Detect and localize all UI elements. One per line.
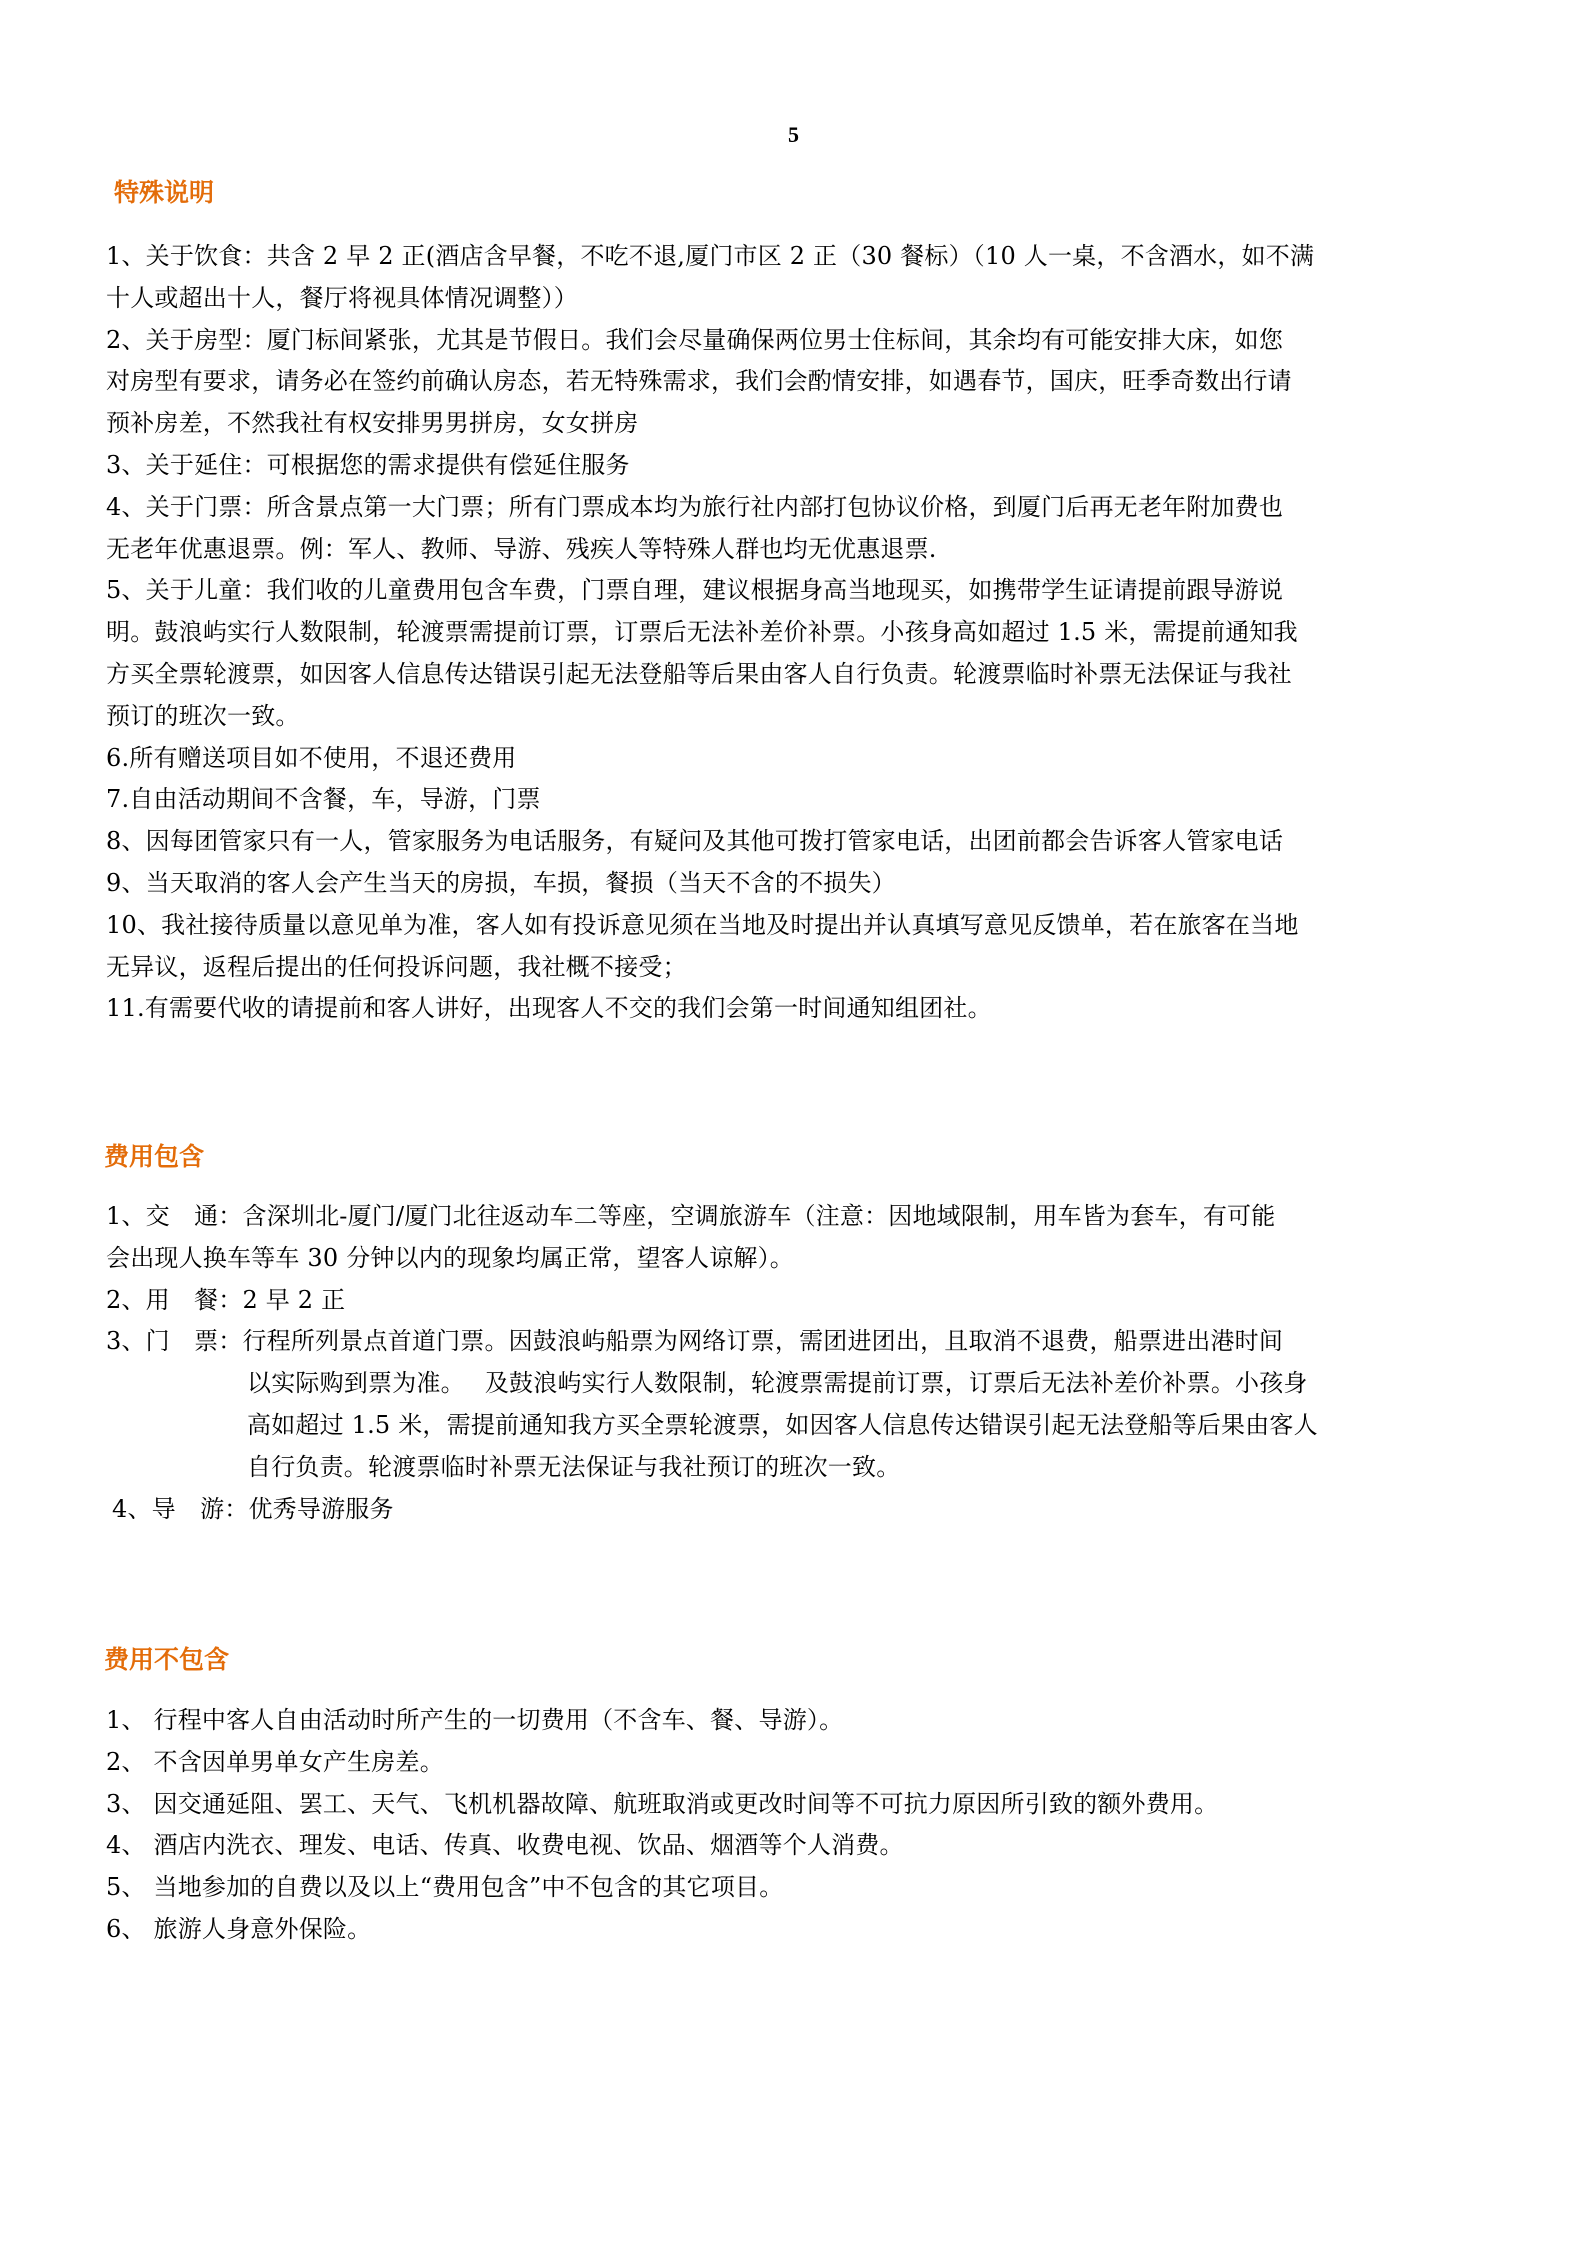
list-line: 11.有需要代收的请提前和客人讲好，出现客人不交的我们会第一时间通知组团社。 bbox=[106, 994, 992, 1023]
list-line: 自行负责。轮渡票临时补票无法保证与我社预订的班次一致。 bbox=[247, 1452, 901, 1481]
list-line: 5、关于儿童：我们收的儿童费用包含车费，门票自理，建议根据身高当地现买，如携带学生证请提前跟导游说 bbox=[106, 576, 1284, 605]
page-number: 5 bbox=[788, 122, 799, 147]
list-line: 5、 当地参加的自费以及以上“费用包含”中不包含的其它项目。 bbox=[106, 1873, 784, 1902]
list-line: 3、关于延住：可根据您的需求提供有偿延住服务 bbox=[106, 450, 630, 479]
list-line: 预补房差，不然我社有权安排男男拼房，女女拼房 bbox=[106, 409, 639, 438]
list-line: 2、 不含因单男单女产生房差。 bbox=[106, 1747, 444, 1776]
list-line: 无老年优惠退票。例：军人、教师、导游、残疾人等特殊人群也均无优惠退票. bbox=[106, 534, 937, 563]
list-line: 6.所有赠送项目如不使用，不退还费用 bbox=[106, 743, 517, 772]
list-line: 4、导 游：优秀导游服务 bbox=[112, 1494, 394, 1523]
list-line: 以实际购到票为准。 及鼓浪屿实行人数限制，轮渡票需提前订票，订票后无法补差价补票。小孩身 bbox=[247, 1369, 1308, 1398]
list-line: 3、 因交通延阻、罢工、天气、飞机机器故障、航班取消或更改时间等不可抗力原因所引致的额外费用。 bbox=[106, 1789, 1219, 1818]
list-line: 4、关于门票：所含景点第一大门票；所有门票成本均为旅行社内部打包协议价格，到厦门后再无老年附加费也 bbox=[106, 492, 1284, 521]
list-line: 方买全票轮渡票，如因客人信息传达错误引起无法登船等后果由客人自行负责。轮渡票临时补票无法保证与我社 bbox=[106, 659, 1292, 688]
list-line: 2、用 餐：2 早 2 正 bbox=[106, 1285, 346, 1314]
list-line: 7.自由活动期间不含餐，车，导游，门票 bbox=[106, 785, 541, 814]
list-line: 高如超过 1.5 米，需提前通知我方买全票轮渡票，如因客人信息传达错误引起无法登船等后果由客人 bbox=[247, 1410, 1318, 1439]
list-line: 9、当天取消的客人会产生当天的房损，车损，餐损（当天不含的不损失） bbox=[106, 868, 896, 897]
list-line: 8、因每团管家只有一人，管家服务为电话服务，有疑问及其他可拨打管家电话，出团前都会告诉客人管家电话 bbox=[106, 827, 1284, 856]
list-line: 十人或超出十人，餐厅将视具体情况调整）） bbox=[106, 283, 578, 312]
list-line: 3、门 票：行程所列景点首道门票。因鼓浪屿船票为网络订票，需团进团出，且取消不退费，船票进出港时间 bbox=[106, 1327, 1284, 1356]
list-line: 6、 旅游人身意外保险。 bbox=[106, 1914, 372, 1943]
list-line: 明。鼓浪屿实行人数限制，轮渡票需提前订票，订票后无法补差价补票。小孩身高如超过 1.5 米，需提前通知我 bbox=[106, 618, 1298, 647]
list-line: 1、交 通：含深圳北-厦门/厦门北往返动车二等座，空调旅游车（注意：因地域限制，用车皆为套车，有可能 bbox=[106, 1202, 1276, 1230]
list-line: 预订的班次一致。 bbox=[106, 701, 300, 730]
list-line: 2、关于房型：厦门标间紧张，尤其是节假日。我们会尽量确保两位男士住标间，其余均有可能安排大床，如您 bbox=[106, 325, 1284, 354]
excluded-list bbox=[106, 1700, 1486, 1951]
list-line: 1、关于饮食：共含 2 早 2 正(酒店含早餐，不吃不退,厦门市区 2 正（30 餐标）（10 人一桌，不含酒水，如不满 bbox=[106, 242, 1315, 270]
section-title-excluded: 费用不包含 bbox=[104, 1645, 230, 1674]
special-notes-list bbox=[106, 236, 1486, 1030]
included-list bbox=[106, 1196, 1486, 1530]
list-line: 1、 行程中客人自由活动时所产生的一切费用（不含车、餐、导游）。 bbox=[106, 1706, 844, 1734]
list-line: 会出现人换车等车 30 分钟以内的现象均属正常，望客人谅解）。 bbox=[106, 1243, 794, 1272]
list-line: 对房型有要求，请务必在签约前确认房态，若无特殊需求，我们会酌情安排，如遇春节，国庆，旺季奇数出行请 bbox=[106, 367, 1292, 396]
section-title-included: 费用包含 bbox=[104, 1142, 205, 1171]
list-line: 4、 酒店内洗衣、理发、电话、传真、收费电视、饮品、烟酒等个人消费。 bbox=[106, 1831, 904, 1860]
list-line: 10、我社接待质量以意见单为准，客人如有投诉意见须在当地及时提出并认真填写意见反馈单，若在旅客在当地 bbox=[106, 910, 1299, 939]
section-title-special: 特殊说明 bbox=[114, 178, 215, 207]
list-line: 无异议，返程后提出的任何投诉问题，我社概不接受； bbox=[106, 952, 687, 981]
